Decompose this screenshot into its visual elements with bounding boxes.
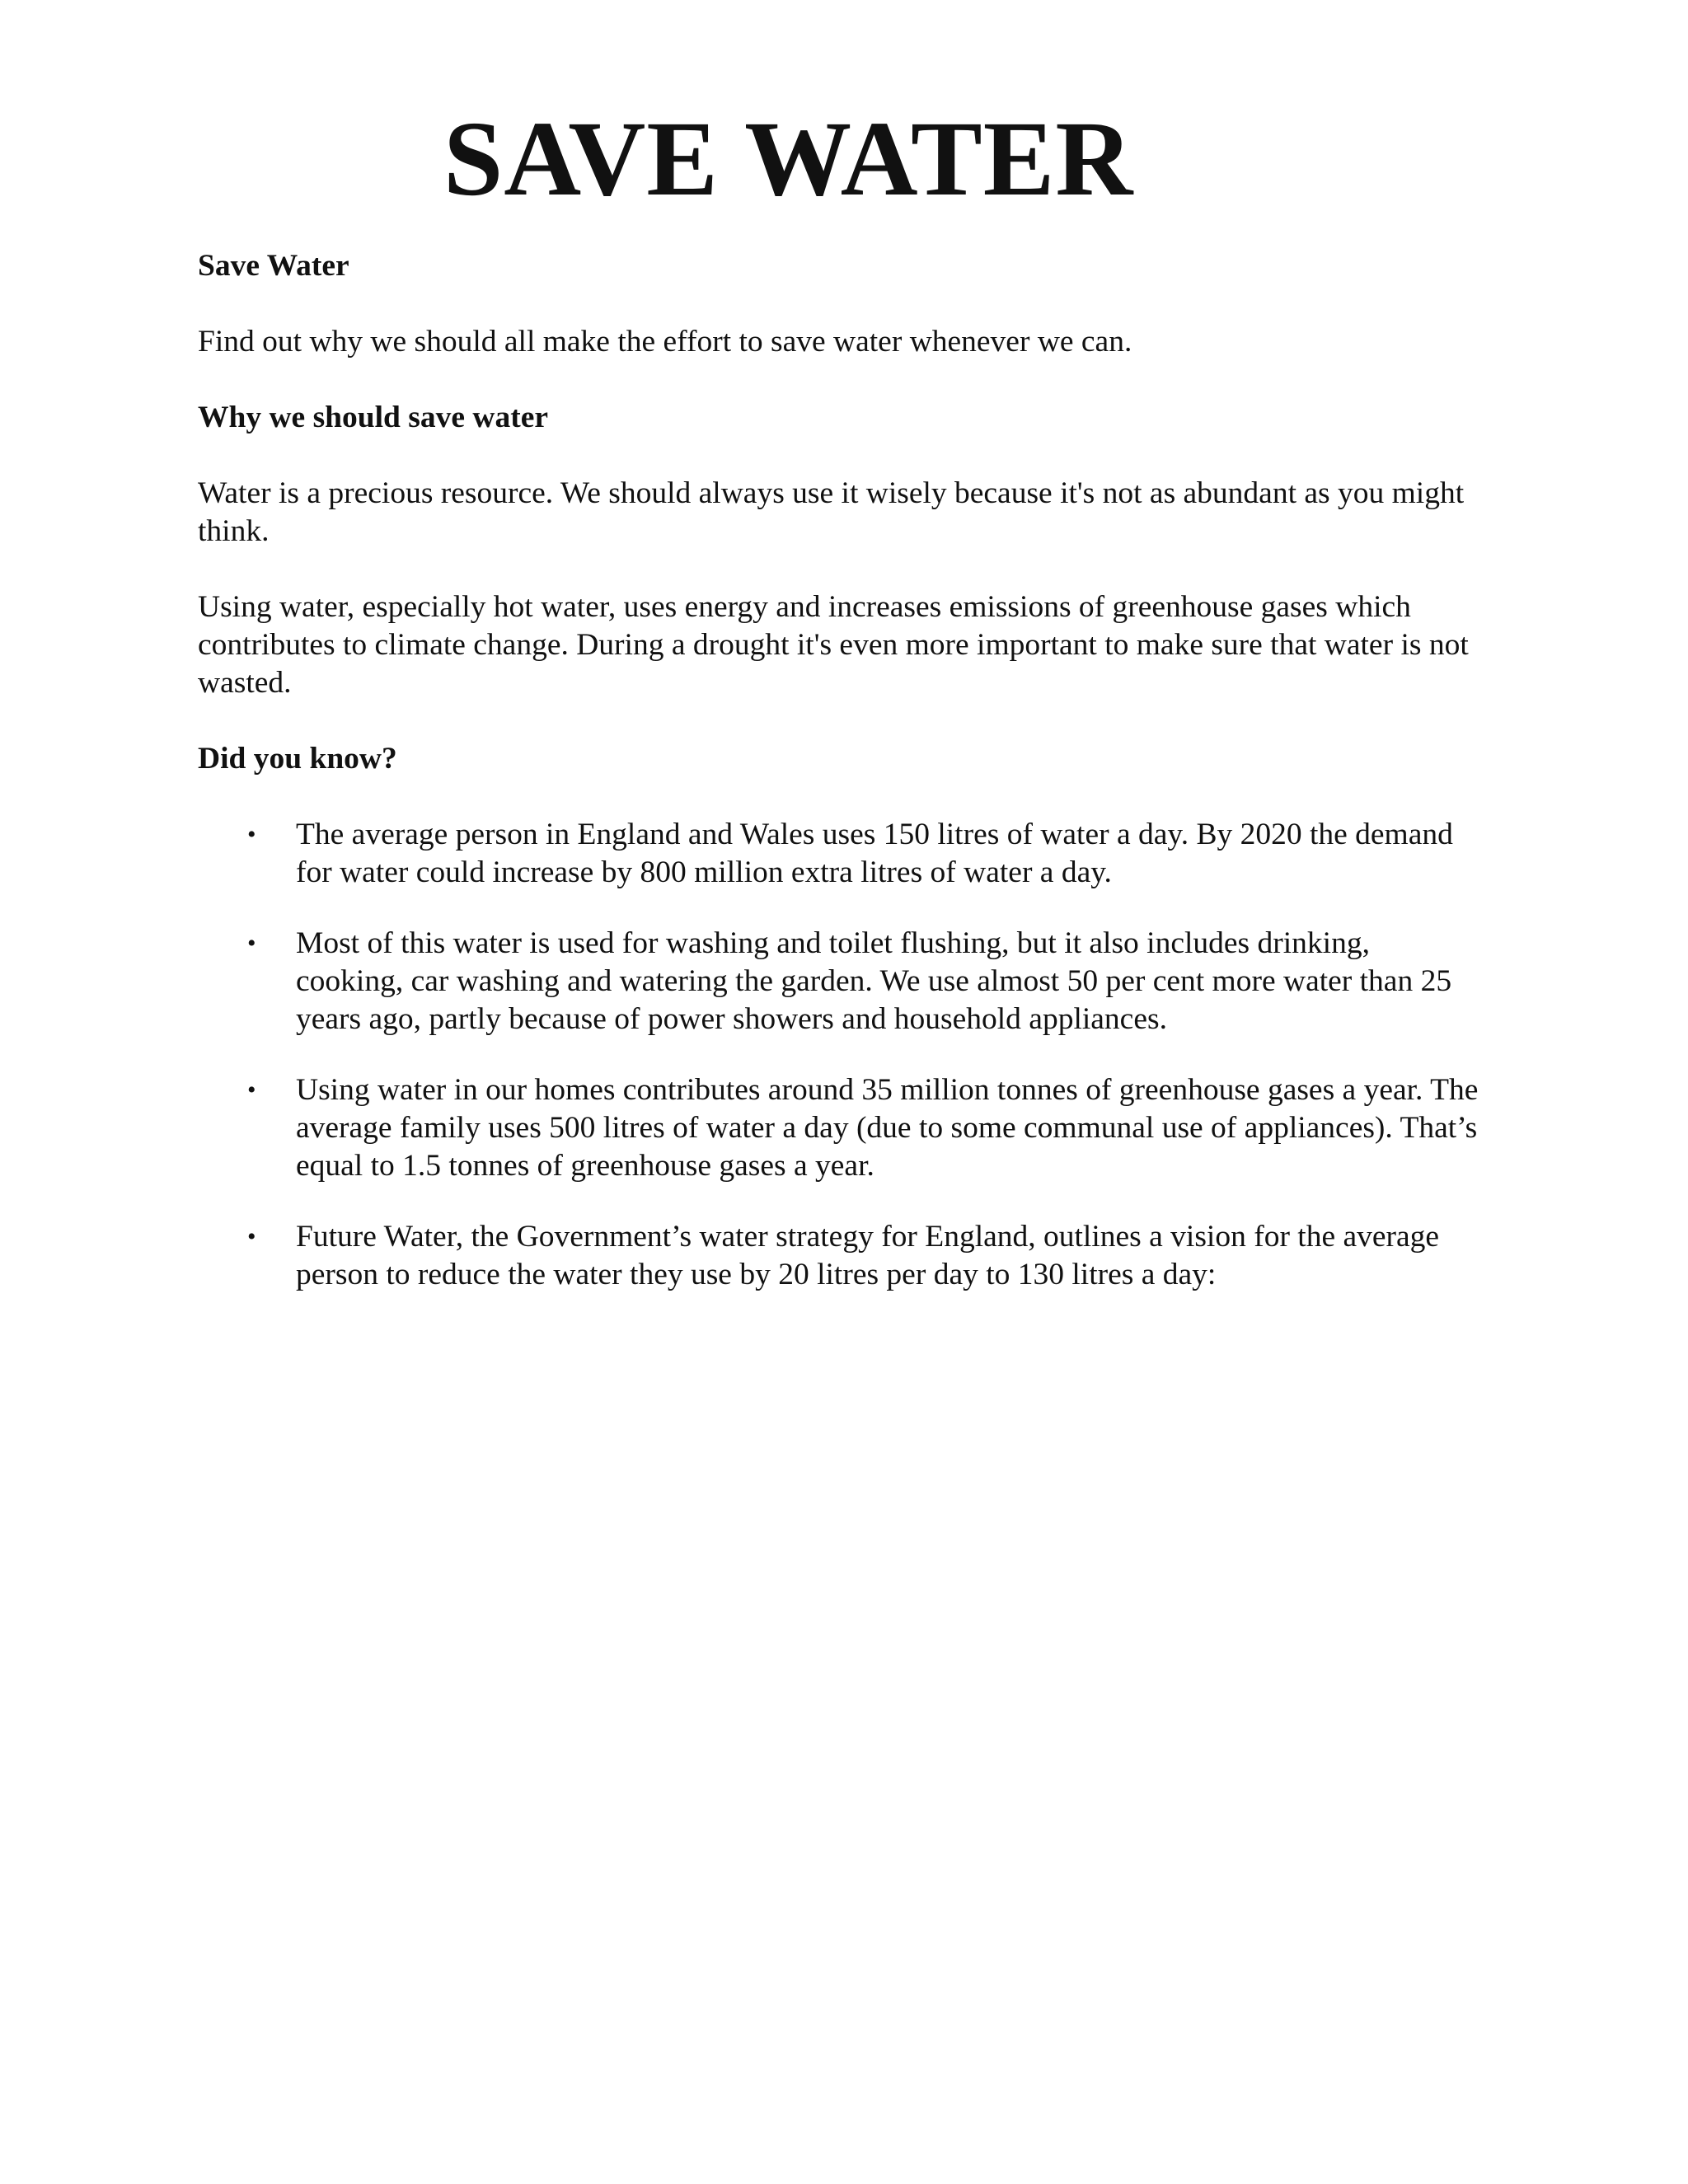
section-heading-save-water: Save Water: [198, 249, 349, 283]
fact-text: Most of this water is used for washing and toilet flushing, but it also includes drinking, cooking, car washing and watering the garden. We use almost 50 per cent more water than 25 years ago, partly because of power showers and household appliances.: [296, 926, 1452, 1036]
fact-text: Future Water, the Government’s water strategy for England, outlines a vision for the average person to reduce the water they use by 20 litres per day to 130 litres a day:: [296, 1220, 1440, 1291]
list-item: [198, 1218, 1484, 1294]
list-item: [198, 925, 1484, 1038]
bullet-dot-icon: •: [247, 1223, 256, 1250]
intro-paragraph: Find out why we should all make the effort to save water whenever we can.: [198, 325, 1132, 359]
list-item: [198, 816, 1484, 892]
why-paragraph-1: Water is a precious resource. We should always use it wisely because it's not as abundant as you might think.: [198, 476, 1465, 548]
facts-list: [198, 816, 1484, 1294]
page-title: SAVE WATER: [443, 100, 1134, 218]
bullet-dot-icon: •: [247, 821, 256, 848]
section-heading-why: Why we should save water: [198, 401, 549, 434]
document-body: [198, 247, 1484, 1327]
fact-text: Using water in our homes contributes around 35 million tonnes of greenhouse gases a year. The average family uses 500 litres of water a day (due to some communal use of appliances). That’s equal to 1.5 tonnes of greenhouse gases a year.: [296, 1073, 1479, 1183]
fact-text: The average person in England and Wales uses 150 litres of water a day. By 2020 the demand for water could increase by 800 million extra litres of water a day.: [296, 818, 1453, 889]
list-item: [198, 1071, 1484, 1185]
section-heading-did-you-know: Did you know?: [198, 742, 397, 776]
why-paragraph-2: Using water, especially hot water, uses energy and increases emissions of greenhouse gases which contributes to climate change. During a drought it's even more important to make sure that water is not wasted.: [198, 590, 1469, 700]
bullet-dot-icon: •: [247, 1076, 256, 1104]
bullet-dot-icon: •: [247, 930, 256, 957]
